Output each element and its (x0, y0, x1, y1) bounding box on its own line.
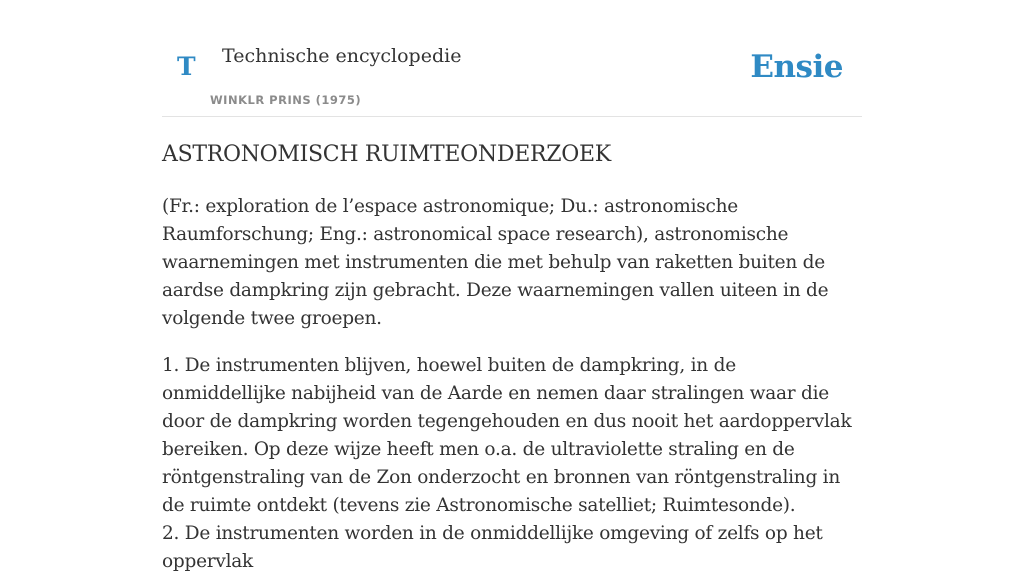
article-content (162, 140, 864, 576)
article-paragraph-intro: (Fr.: exploration de l’espace astronomique; Du.: astronomische Raumforschung; Eng.: astronomical space research), astronomische waarnemingen met instrumenten die met behulp van raketten buiten de aardse dampkring zijn gebracht. Deze waarnemingen vallen uiteen in de volgende twee groepen. (162, 196, 829, 329)
article-paragraph-group-2: 2. De instrumenten worden in de onmiddellijke omgeving of zelfs op het oppervlak (162, 523, 823, 572)
book-logo-icon[interactable]: T (177, 52, 196, 81)
book-title-link[interactable]: Technische encyclopedie (222, 45, 462, 67)
article-title: ASTRONOMISCH RUIMTEONDERZOEK (162, 142, 611, 167)
article-paragraph-group-1: 1. De instrumenten blijven, hoewel buiten de dampkring, in de onmiddellijke nabijheid van de Aarde en nemen daar stralingen waar die door de dampkring worden tegengehouden en dus nooit het aardoppervlak bereiken. Op deze wijze heeft men o.a. de ultraviolette straling en de röntgenstraling van de Zon onderzocht en bronnen van röntgenstraling in de ruimte ontdekt (tevens zie Astronomische satelliet; Ruimtesonde). (162, 355, 852, 516)
site-header (162, 0, 862, 117)
book-subtitle: WINKLR PRINS (1975) (210, 93, 362, 107)
ensie-logo-link[interactable]: Ensie (750, 49, 843, 85)
